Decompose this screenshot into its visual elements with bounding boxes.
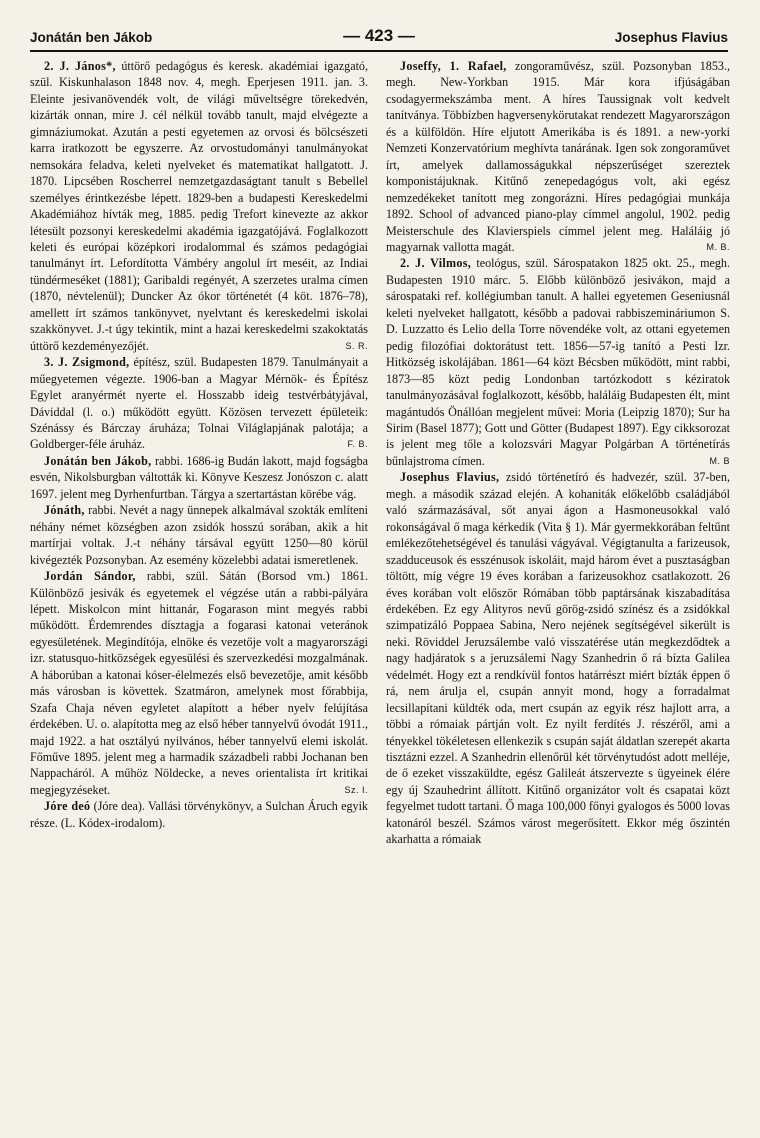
entry-text: rabbi, szül. Sátán (Borsod vm.) 1861. Különböző jesivák és egyetemek el végzése után a rabbi-pályára lépett. Miskolcon mint hittanár, Fogarason mint megyés rabbi működött. Érdemrendes dísztagja a fogarasi katonai veteránok egyesületének. Megindítója, elnöke és vezetője volt a magyarországi izr. statusquo-hitközségek egyesülési és szervezkedési mozgalmának. A háborúban a katonai kóser-élelmezés első bevezetője, amit később más városban is követtek. Szatmáron, amelynek most főrabbija, Szafa Chaja néven egyletet alapított a héber nyelv felújítása érdekében. U. o. alapította meg az első héber tannyelvű óvodát 1911., majd 1922. a hat osztályú nyilvános, héber tannyelvű elemi iskolát. Főműve 1895. jelent meg a harmadik századbeli rabbi Jochanan ben Nappacháról. A műhöz Nöldecke, a neves orientalista írt kritikai megjegyzéseket. [30,569,368,797]
left-column [30,58,368,831]
entry-lead: Jónáth, [44,503,85,518]
header-right: Josephus Flavius [614,30,728,45]
entry-text: rabbi. 1686-ig Budán lakott, majd fogságba esvén, Nikolsburgban váltották ki. Könyve Keszesz Jonószon c. alatt 1697. jelent meg Dyrhenfurtban. Tárgya a szertartástan körébe vág. [30,453,368,501]
entry [30,798,368,831]
entry [30,58,368,354]
entry-text: építész, szül. Budapesten 1879. Tanulmányait a műegyetemen végezte. 1906-ban a Magyar Mérnök- és Építész Egylet aranyérmét nyerte el. Hosszabb ideig testvérbátyjával, Dáviddal (l. o.) működött együtt. Közösen tervezett épületeik: Szénássy és Bárczay áruháza; Tolnai Világlapjának palotája; a Goldberger-féle áruház. [30,355,368,452]
entry-lead: Jordán Sándor, [44,569,136,584]
author-signature: Sz. I. [344,784,368,795]
entry-lead: 2. J. János*, [44,59,116,73]
author-signature: M. B. [706,241,730,252]
entry-text: rabbi. Nevét a nagy ünnepek alkalmával szokták említeni néhány német községben azon zsidók hosszú sorában, akik a hit martírjai voltak. J.-t néhány társával együtt 1250—80 körül kivégezték Pozsonyban. Az esemény közelebbi adatai ismeretlenek. [30,503,368,567]
entry-text: zongoraművész, szül. Pozsonyban 1853., megh. New-Yorkban 1915. Már kora ifjúságában csodagyermekszámba ment. A híres Taussignak volt kedvelt tanítványa. Többízben hagversenykörutakat rendezett Magyarországon és a külföldön. Híre eljutott Amerikába is és 1891. a new-yorki Nemzeti Konzervatórium meghívta tanárának. Igen sok zongoraművet írt, amelyek dallamosságukkal népszerűséget szereztek komponistájuknak. Kitűnő zenepedagógus volt, aki egész nemzedékeket tanított meg zongorázni. Híres pedagógiai munkája 1892. School of advanced piano-play címmel angolul, 1902. pedig Meisterschule des Klavierspiels címmel jelent meg. Haláláig jó magyarnak vallotta magát. [386,59,730,254]
page-number: — 423 — [343,26,415,45]
entry [30,354,368,453]
entry-text: (Jóre dea). Vallási törvénykönyv, a Sulchan Áruch egyik része. (L. Kódex-irodalom). [30,799,368,830]
entry-lead: 2. J. Vilmos, [400,256,472,271]
running-header [30,26,728,48]
entry-text: teológus, szül. Sárospatakon 1825 okt. 25., megh. Budapesten 1910 márc. 5. Előbb különböző jesivákon, majd a sárospataki ref. kollégiumban tanult. A hallei egyetemen Geseniusnál keleti nyelveket hallgatott, később a padovai rabbiszemináriumon S. D. Luzzatto és Lelio della Torre növendéke volt, az ottani egyetemen pedig filozófiai doktorátust tett. 1856—57-ig tanító a Pesti Izr. Hitközség iskolájában. 1861—64 közt Bécsben működött, mint rabbi, 1873—85 közt pedig Londonban tartózkodott s kéziratok tanulmányozásával foglalkozott, később, haláláig Budapesten élt, mint magántudós Önállóan megjelent művei: Moria (Leipzig 1870); Sur ha Sirim (Basel 1877); Gott und Götter (Budapest 1897). Egy cikksorozat is jelent meg tőle a kolozsvári Magyar Polgárban A történetírás bűnlajstroma címen. [386,256,731,468]
entry-text: úttörő pedagógus és keresk. akadémiai igazgató, szül. Kiskunhalason 1848 nov. 4, megh. Eperjesen 1911. jan. 3. Eleinte jesivanövendék volt, de világi műveltségre törekedvén, kizárták onnan, mire J. cél nélkül tovább tanult, majd elvégezte a gimnáziumokat. Azután a pesti egyetemen az orvosi és bölcsészeti karra iratkozott be egyszerre. Az orvostudományi tanulmányokat nemsokára feladva, keleti nyelveket és matematikat hallgatott. J. 1870. Lipcsében Roscherrel nemzetgazdaságtant tanult s Bebellel személyes érintkezésbe lépett. 1829-ben a budapesti Kereskedelmi Akadémiához hívták meg, 1885. pedig Trefort kinevezte az akkor létesült pozsonyi kereskedelmi akadémia igazgatójává. Foglalkozott keleti és európai középkori irodalommal és számos pedagógiai tanulmányt írt. Lefordította Vámbéry angolul írt meséit, az Indiai tündérmeséket (1881); Garibaldi regényét, A szerzetes uralma címen (1870, névtelenül); Duncker Az ókor történetét (4 köt. 1876–78), amellett írt számos tankönyvet, nyelvtant és kereskedelmi iskolai szakkönyvet. J.-t úgy tekintik, mint a hazai kereskedelmi szakoktatás úttörő kezdeményezőjét. [30,59,369,353]
header-left: Jonátán ben Jákob [30,30,153,45]
entry-lead: Jonátán ben Jákob, [44,453,152,468]
entry [30,502,368,568]
author-signature: F. B. [347,439,368,450]
entry-text: zsidó történetíró és hadvezér, szül. 37-ben, megh. a második század elején. A kohaniták előkelőbb családjából való származásával, sőt anyai ágon a Hasmoneusokkal való rokonságával ő maga kérkedik (Vita § 1). Már gyermekkorában feltűnt emlékezőtehetségével és tanulási vágyával. Végigtanulta a farizeusok, szadduceusok és esszénusok iskoláit, majd három évet a pusztaságban töltött, míg végre 19 éves korában a farizeusokhoz csatlakozott. 26 éves korában volt először Rómában több paptársának kiszabadítása érdekében. Ez egy Alityros nevű görög-zsidó színész és a zsidókkal szimpatizáló Poppaea Sabina, Nero nejének segítségével sikerült is neki. Röviddel Jeruzsálembe való visszatérése után megkezdődtek a nagy hadjáratok s a jeruzsálemi Nagy Szanhedrin ő rá bízta Galilea védelmét. Hogy ezt a rendkívül fontos határrészt miért bízták éppen ő rá, nem árulja el, csupán annyit mond, hogy a forradalmat lecsillapítani küldték oda, mert csupán az egyik rész hajlott arra, a többi a rómaiak pártján volt. Ez nyilt ferdítés J. részéről, ami a tényekkel tökéletesen ellenkezik s csupán saját áldatlan szerepét akarta tisztázni ezzel. A Szanhedrin ellenőrül két törvénytudóst adott melléje, de ő ezeket visszaküldte, egész Galileát átszervezte s ügyeinek élére egy új Szauhedrint állított. Kitűnő organizátor volt és csapatai közt fegyelmet tudott tartani. Ő maga 100,000 főnyi gyalogos és 5000 lovas katonáról beszél. Számos várost megerősített. Ekkor még őszintén akarhatta a rómaiak [386,470,730,847]
entry-lead: Josephus Flavius, [400,470,500,485]
entry [386,58,730,255]
entry-lead: 3. J. Zsigmond, [44,355,130,370]
right-column [386,58,730,848]
entry [386,255,730,469]
author-signature: M. B [709,455,730,466]
author-signature: S. R. [345,340,368,351]
entry-lead: Jóre deó [44,799,91,814]
entry [30,568,368,798]
entry-lead: Joseffy, 1. Rafael, [400,59,507,73]
entry [30,453,368,502]
entry [386,469,730,847]
header-rule [30,50,728,52]
